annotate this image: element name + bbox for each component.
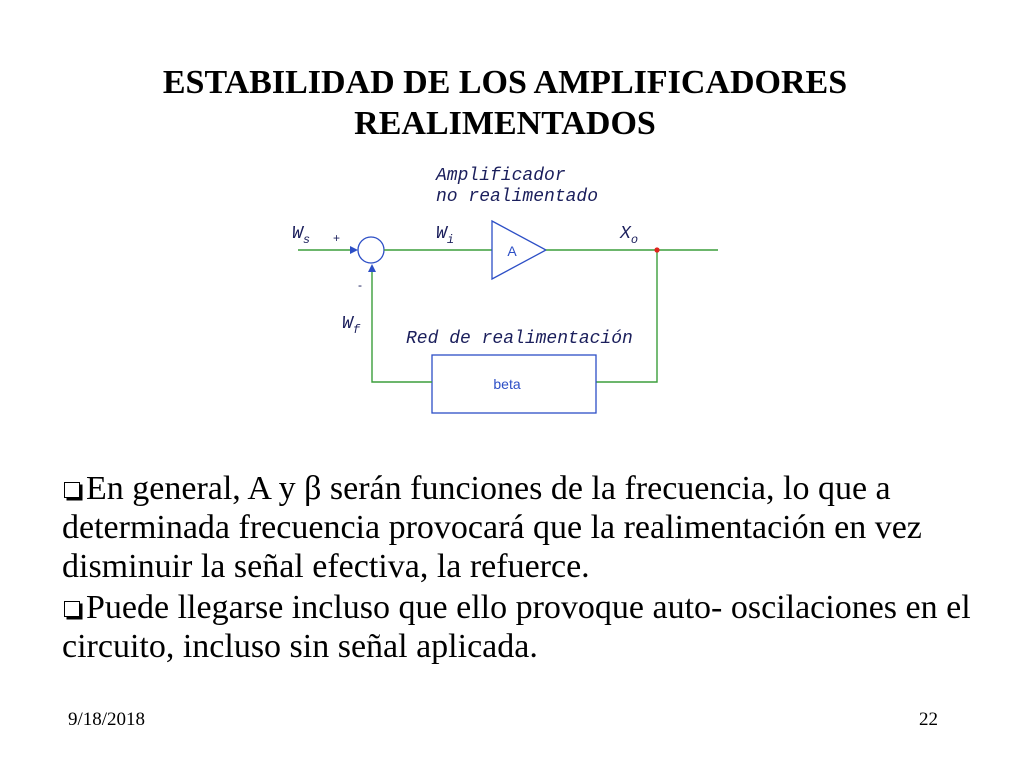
feedback-signal-symbol: W xyxy=(342,314,353,334)
shadowed-square-bullet-icon xyxy=(64,482,80,498)
plus-sign: + xyxy=(333,231,341,245)
feedback-return-wire xyxy=(372,272,432,382)
summing-junction xyxy=(358,237,384,263)
amplifier-caption-line1: Amplificador xyxy=(436,166,566,186)
amplifier-caption-line2: no realimentado xyxy=(436,187,599,207)
output-signal-label xyxy=(619,224,638,247)
input-signal-subscript: s xyxy=(302,233,311,247)
bullet-item xyxy=(62,469,1002,586)
minus-sign: - xyxy=(358,278,362,292)
feedback-signal-label xyxy=(342,314,361,337)
feedback-takeoff-wire xyxy=(596,250,657,382)
slide-title xyxy=(0,62,1010,144)
slide-title-line2: REALIMENTADOS xyxy=(354,105,656,142)
error-signal-label xyxy=(436,224,454,247)
feedback-signal-subscript: f xyxy=(352,323,361,337)
error-signal-symbol: W xyxy=(436,224,447,244)
input-signal-label xyxy=(292,224,310,247)
input-signal-symbol: W xyxy=(292,224,303,244)
amplifier-triangle xyxy=(492,221,546,279)
bullet-list xyxy=(62,469,1002,666)
feedback-network-label: beta xyxy=(493,376,521,392)
feedback-network-caption: Red de realimentación xyxy=(406,329,633,349)
feedback-arrowhead-icon xyxy=(368,264,376,272)
bullet-item xyxy=(62,588,1002,666)
bullet-text: Puede llegarse incluso que ello provoque auto- oscilaciones en el circuito, incluso sin señal aplicada. xyxy=(62,589,971,665)
slide-number: 22 xyxy=(919,709,938,730)
amplifier-symbol: A xyxy=(507,243,517,259)
slide-title-line1: ESTABILIDAD DE LOS AMPLIFICADORES xyxy=(162,64,848,101)
error-signal-subscript: i xyxy=(446,233,455,247)
footer-date: 9/18/2018 xyxy=(68,709,146,730)
shadowed-square-bullet-icon xyxy=(64,601,80,617)
input-arrowhead-icon xyxy=(350,246,358,254)
output-junction-dot xyxy=(654,247,659,252)
output-signal-subscript: o xyxy=(630,233,639,247)
bullet-text: En general, A y β serán funciones de la frecuencia, lo que a determinada frecuencia provocará que la realimentación en vez disminuir la señal efectiva, la refuerce. xyxy=(62,470,922,585)
output-signal-symbol: X xyxy=(620,224,631,244)
